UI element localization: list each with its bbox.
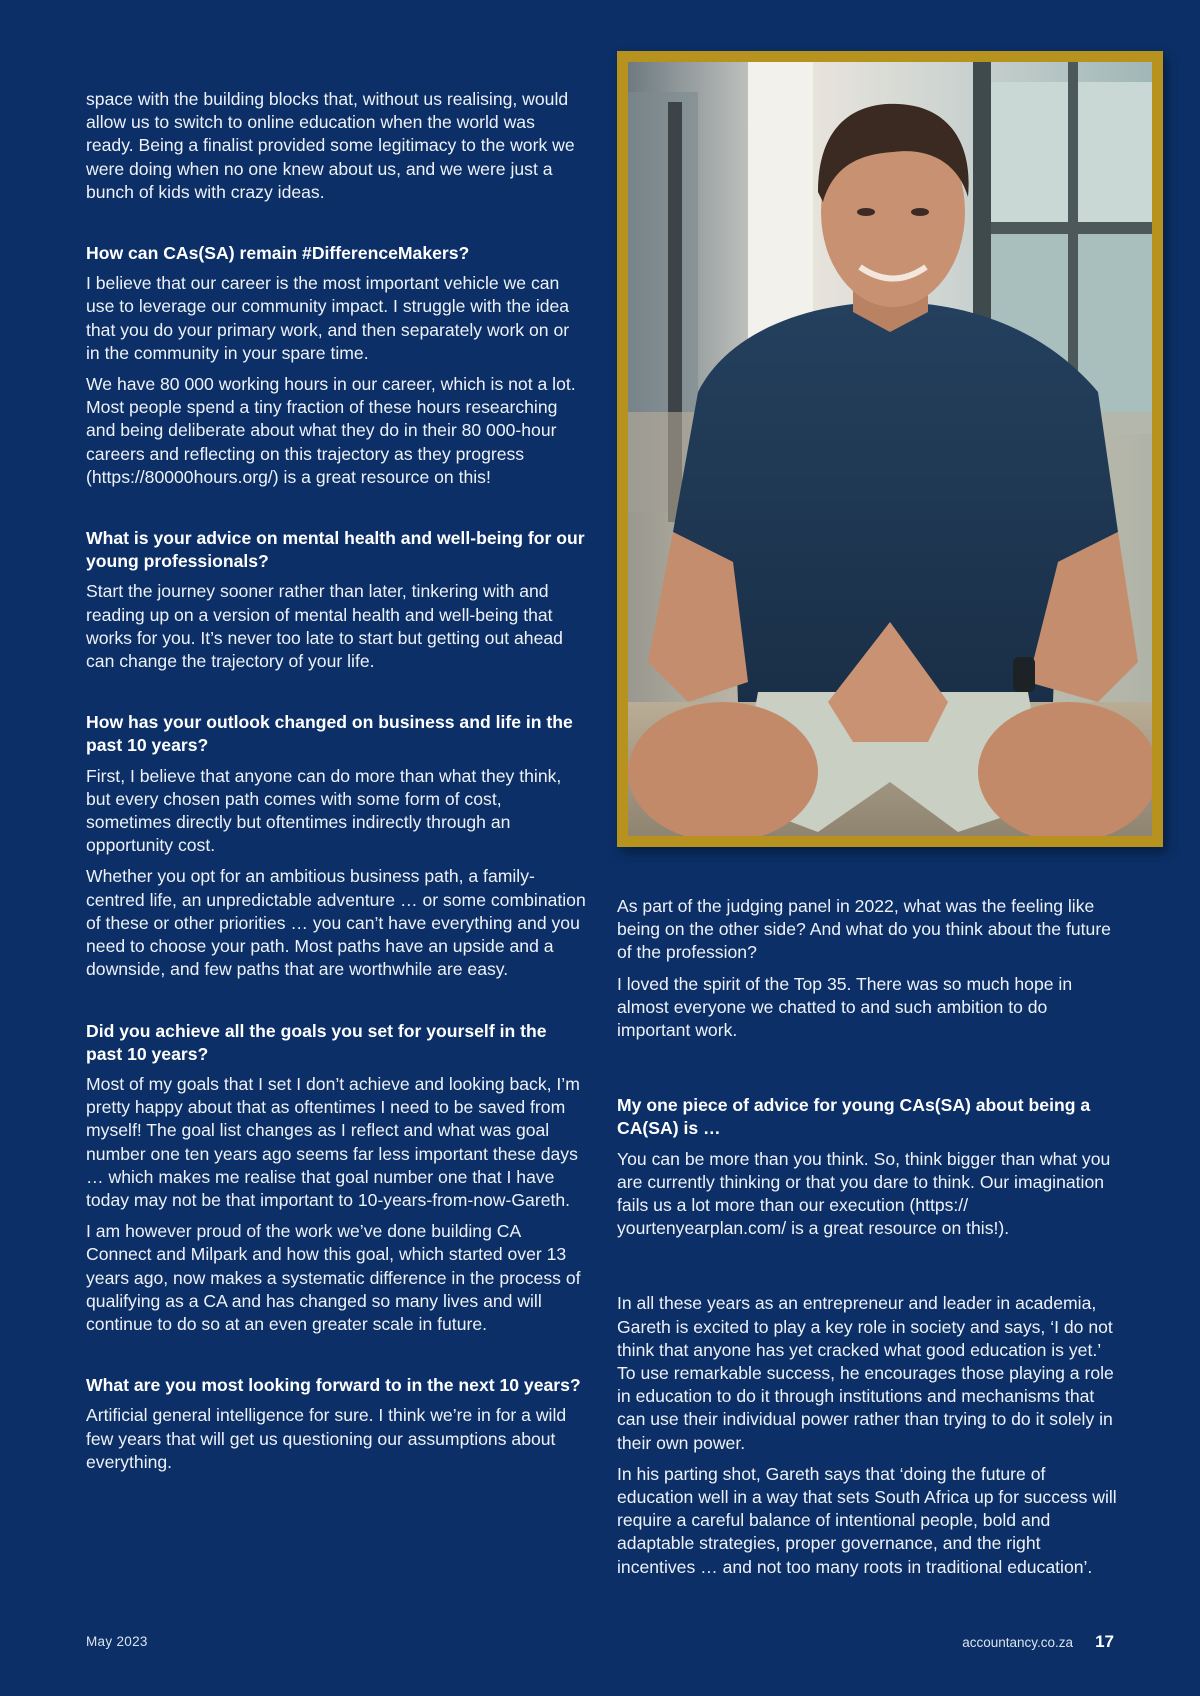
answer-paragraph: I loved the spirit of the Top 35. There was so much hope in almost everyone we chatted to and such ambition to do important work.: [617, 973, 1073, 1041]
question-judging-panel: As part of the judging panel in 2022, what was the feeling like being on the other side? And what do you think about the future of the profession?: [617, 896, 1111, 963]
answer-paragraph: Most of my goals that I set I don’t achieve and looking back, I’m pretty happy about that as oftentimes I need to be saved from myself! The goal list changes as I reflect and what was goal number one ten years ago seems far less important these days … which makes me realise that goal number one that I have today may not be that important to 10-years-from-now-Gareth.: [86, 1073, 580, 1210]
answer-paragraph: We have 80 000 working hours in our career, which is not a lot. Most people spend a tiny fraction of these hours researching and being deliberate about what they do in their 80 000-hour careers and reflecting on this trajectory as they progress (https://80000hours.org/) is a great resource on this!: [86, 374, 576, 487]
footer-date: May 2023: [86, 1634, 148, 1649]
portrait-photo: [628, 62, 1152, 836]
answer-paragraph: First, I believe that anyone can do more than what they think, but every chosen path comes with some form of cost, sometimes directly but oftentimes indirectly through an opportunity cost.: [86, 765, 562, 856]
closing-paragraph: In all these years as an entrepreneur and leader in academia, Gareth is excited to play a key role in society and says, ‘I do not think that anyone has yet cracked what good education is yet.’ To use remarkable success, he encourages those playing a role in education to do it through institutions and mechanisms that can use their individual power rather than trying to do it solely in their own power.: [617, 1293, 1114, 1453]
answer-paragraph: Artificial general intelligence for sure. I think we’re in for a wild few years that will get us questioning our assumptions about everything.: [86, 1405, 567, 1472]
answer-paragraph: I believe that our career is the most important vehicle we can use to leverage our community impact. I struggle with the idea that you do your primary work, and then separately work on or in the community in your spare time.: [86, 273, 570, 363]
footer-site: accountancy.co.za: [962, 1635, 1074, 1650]
answer-paragraph: Whether you opt for an ambitious business path, a family-centred life, an unpredictable adventure … or some combination of these or other priorities … you can’t have everything and you need to choose your path. Most paths have an upside and a downside, and few paths that are worthwhile are easy.: [86, 866, 586, 980]
left-column: [86, 88, 586, 1482]
page-number: 17: [1095, 1632, 1114, 1651]
question-mental-health: What is your advice on mental health and well-being for our young professionals?: [86, 528, 585, 572]
question-advice-young-cas: My one piece of advice for young CAs(SA) about being a CA(SA) is …: [617, 1095, 1091, 1139]
answer-paragraph: You can be more than you think. So, think bigger than what you are currently thinking or that you dare to think. Our imagination fails us a lot more than our execution (https:// yourtenyearplan.com/ is a great resource on this!).: [617, 1148, 1111, 1239]
question-outlook-changed: How has your outlook changed on business and life in the past 10 years?: [86, 712, 573, 756]
question-difference-makers: How can CAs(SA) remain #DifferenceMakers?: [86, 243, 470, 264]
answer-paragraph: Start the journey sooner rather than later, tinkering with and reading up on a version of mental health and well-being that works for you. It’s never too late to start but getting out ahead can change the trajectory of your life.: [86, 581, 563, 672]
intro-paragraph: space with the building blocks that, without us realising, would allow us to switch to online education when the world was ready. Being a finalist provided some legitimacy to the work we were doing when no one knew about us, and we were just a bunch of kids with crazy ideas.: [86, 89, 575, 202]
answer-paragraph: I am however proud of the work we’ve done building CA Connect and Milpark and how this goal, which started over 13 years ago, now makes a systematic difference in the process of qualifying as a CA and has changed so many lives and will continue to do so at an even greater scale in future.: [86, 1221, 581, 1334]
footer-right: [962, 1632, 1114, 1652]
question-goals: Did you achieve all the goals you set for yourself in the past 10 years?: [86, 1020, 547, 1064]
closing-paragraph: In his parting shot, Gareth says that ‘doing the future of education well in a way that sets South Africa up for success will require a careful balance of intentional people, bold and adaptable strategies, proper governance, and the right incentives … and not too many roots in traditional education’.: [617, 1463, 1117, 1577]
question-looking-forward: What are you most looking forward to in the next 10 years?: [86, 1375, 581, 1396]
portrait-photo-frame: [617, 51, 1163, 847]
right-column: [617, 895, 1117, 1587]
